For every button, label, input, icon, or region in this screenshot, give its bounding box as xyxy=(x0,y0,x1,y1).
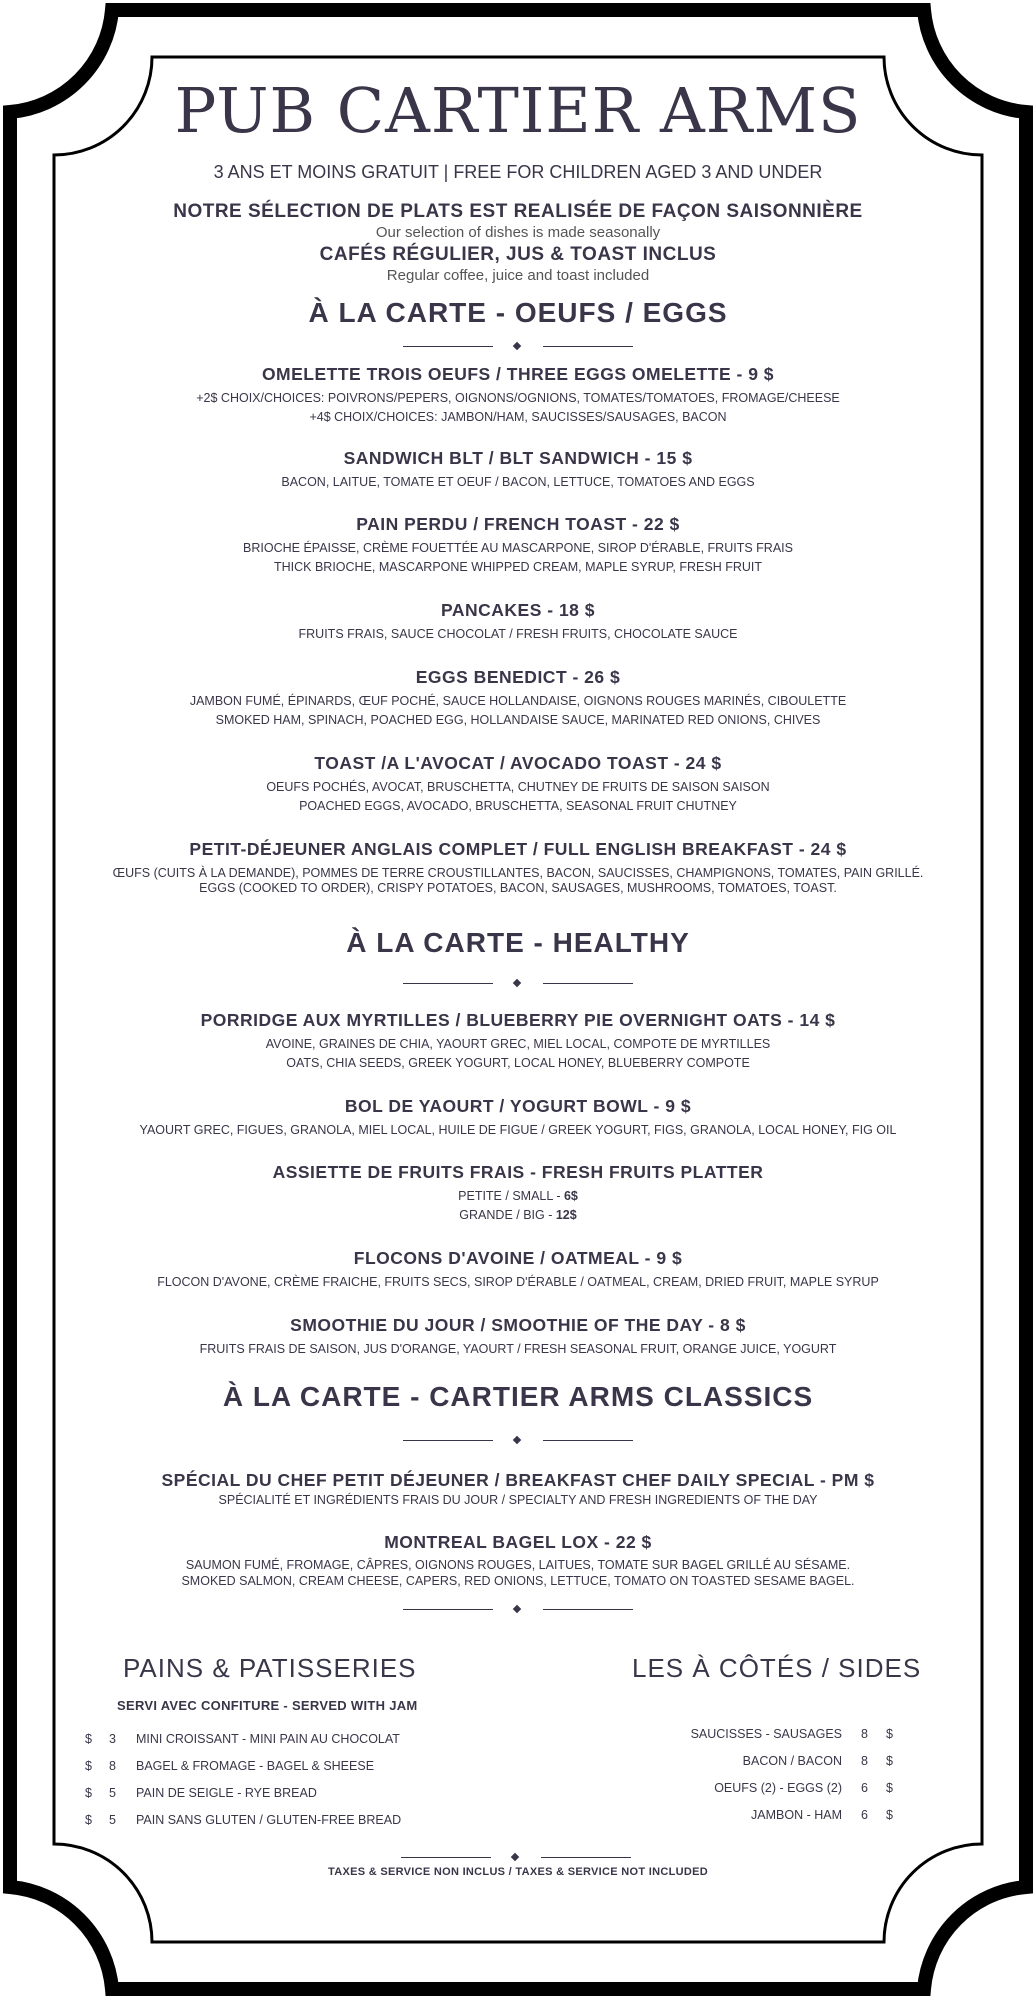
section-title-eggs: À LA CARTE - OEUFS / EGGS xyxy=(308,297,728,328)
item-name: SPÉCIAL DU CHEF PETIT DÉJEUNER / BREAKFAST CHEF DAILY SPECIAL - PM $ xyxy=(161,1470,875,1490)
divider-ornament xyxy=(403,342,633,352)
menu-item xyxy=(50,1248,986,1292)
menu-item xyxy=(50,1470,986,1510)
menu-item xyxy=(50,364,986,427)
menu-item xyxy=(50,667,986,730)
divider-ornament xyxy=(403,979,633,989)
price: 12$ xyxy=(555,1208,577,1222)
item-name: PETIT-DÉJEUNER ANGLAIS COMPLET / FULL ENGLISH BREAKFAST - 24 $ xyxy=(189,839,847,859)
menu-item xyxy=(50,1096,986,1140)
item-description: PETITE / SMALL - 6$ xyxy=(458,1189,578,1203)
item-name: PANCAKES - 18 $ xyxy=(440,600,596,620)
list-item: OEUFS (2) - EGGS (2) 6 $ xyxy=(714,1781,893,1795)
item-description: SMOKED HAM, SPINACH, POACHED EGG, HOLLANDAISE SAUCE, MARINATED RED ONIONS, CHIVES xyxy=(215,713,821,727)
menu-item xyxy=(50,753,986,816)
item-name: OMELETTE TROIS OEUFS / THREE EGGS OMELETTE - 9 $ xyxy=(261,364,775,384)
item-description: FRUITS FRAIS, SAUCE CHOCOLAT / FRESH FRUITS, CHOCOLATE SAUCE xyxy=(298,627,738,641)
list-item: $ 5 PAIN DE SEIGLE - RYE BREAD xyxy=(85,1786,317,1800)
item-description: SAUMON FUMÉ, FROMAGE, CÂPRES, OIGNONS ROUGES, LAITUES, TOMATE SUR BAGEL GRILLÉ AU SÉSAME. xyxy=(185,1558,851,1572)
divider-ornament xyxy=(403,1436,633,1446)
menu-item xyxy=(50,1010,986,1073)
free-children-note: 3 ANS ET MOINS GRATUIT | FREE FOR CHILDREN AGED 3 AND UNDER xyxy=(213,162,823,182)
pains-title: PAINS & PATISSERIES xyxy=(123,1653,417,1683)
item-description: EGGS (COOKED TO ORDER), CRISPY POTATOES, BACON, SAUSAGES, MUSHROOMS, TOMATOES, TOAST. xyxy=(199,881,837,895)
item-description: SMOKED SALMON, CREAM CHEESE, CAPERS, RED ONIONS, LETTUCE, TOMATO ON TOASTED SESAME BAGEL. xyxy=(181,1574,855,1588)
price: 6$ xyxy=(563,1189,578,1203)
section-title-healthy: À LA CARTE - HEALTHY xyxy=(346,927,690,958)
sides-title: LES À CÔTÉS / SIDES xyxy=(632,1653,922,1683)
item-description: ŒUFS (CUITS À LA DEMANDE), POMMES DE TERRE CROUSTILLANTES, BACON, SAUCISSES, CHAMPIGNONS, TOMATES, PAIN GRILLÉ. xyxy=(112,866,924,880)
item-description: +4$ CHOIX/CHOICES: JAMBON/HAM, SAUCISSES/SAUSAGES, BACON xyxy=(309,410,727,424)
item-description: JAMBON FUMÉ, ÉPINARDS, ŒUF POCHÉ, SAUCE HOLLANDAISE, OIGNONS ROUGES MARINÉS, CIBOULETTE xyxy=(189,694,847,708)
included-heading: CAFÉS RÉGULIER, JUS & TOAST INCLUS xyxy=(319,244,717,265)
pains-list xyxy=(85,1732,445,1840)
seasonal-heading: NOTRE SÉLECTION DE PLATS EST REALISÉE DE FAÇON SAISONNIÈRE xyxy=(173,201,863,222)
divider-ornament xyxy=(403,1605,633,1615)
list-item: $ 8 BAGEL & FROMAGE - BAGEL & SHEESE xyxy=(85,1759,375,1773)
item-description: GRANDE / BIG - 12$ xyxy=(459,1208,577,1222)
seasonal-subtext: Our selection of dishes is made seasonally xyxy=(375,224,661,241)
list-item: $ 3 MINI CROISSANT - MINI PAIN AU CHOCOLAT xyxy=(85,1732,400,1746)
item-description: AVOINE, GRAINES DE CHIA, YAOURT GREC, MIEL LOCAL, COMPOTE DE MYRTILLES xyxy=(265,1037,771,1051)
item-description: BACON, LAITUE, TOMATE ET OEUF / BACON, LETTUCE, TOMATOES AND EGGS xyxy=(281,475,755,489)
item-description: POACHED EGGS, AVOCADO, BRUSCHETTA, SEASONAL FRUIT CHUTNEY xyxy=(299,799,737,813)
item-description: +2$ CHOIX/CHOICES: POIVRONS/PEPERS, OIGNONS/OGNIONS, TOMATES/TOMATOES, FROMAGE/CHEESE xyxy=(196,391,840,405)
list-item: $ 5 PAIN SANS GLUTEN / GLUTEN-FREE BREAD xyxy=(85,1813,402,1827)
item-description: FLOCON D'AVONE, CRÈME FRAICHE, FRUITS SECS, SIROP D'ÉRABLE / OATMEAL, CREAM, DRIED FRUIT, MAPLE SYRUP xyxy=(157,1275,879,1289)
item-description: SPÉCIALITÉ ET INGRÉDIENTS FRAIS DU JOUR / SPECIALTY AND FRESH INGREDIENTS OF THE DAY xyxy=(218,1493,818,1507)
pains-note: SERVI AVEC CONFITURE - SERVED WITH JAM xyxy=(117,1698,418,1713)
menu-item xyxy=(50,1162,986,1225)
menu-item xyxy=(50,600,986,644)
item-name: SANDWICH BLT / BLT SANDWICH - 15 $ xyxy=(343,448,693,468)
item-name: SMOOTHIE DU JOUR / SMOOTHIE OF THE DAY - 8 $ xyxy=(290,1315,746,1335)
item-description: BRIOCHE ÉPAISSE, CRÈME FOUETTÉE AU MASCARPONE, SIROP D'ÉRABLE, FRUITS FRAIS xyxy=(243,541,793,555)
menu-item xyxy=(50,514,986,577)
item-description: OATS, CHIA SEEDS, GREEK YOGURT, LOCAL HONEY, BLUEBERRY COMPOTE xyxy=(286,1056,750,1070)
item-name: ASSIETTE DE FRUITS FRAIS - FRESH FRUITS PLATTER xyxy=(272,1162,764,1182)
item-name: PORRIDGE AUX MYRTILLES / BLUEBERRY PIE OVERNIGHT OATS - 14 $ xyxy=(200,1010,836,1030)
sides-list xyxy=(610,1727,930,1835)
page-title: PUB CARTIER ARMS xyxy=(174,74,862,147)
item-description: YAOURT GREC, FIGUES, GRANOLA, MIEL LOCAL, HUILE DE FIGUE / GREEK YOGURT, FIGS, GRANOLA, LOCAL HONEY, FIG OIL xyxy=(139,1123,897,1137)
item-description: THICK BRIOCHE, MASCARPONE WHIPPED CREAM, MAPLE SYRUP, FRESH FRUIT xyxy=(273,560,763,574)
menu-item xyxy=(50,1315,986,1359)
section-title-classics: À LA CARTE - CARTIER ARMS CLASSICS xyxy=(222,1381,814,1412)
item-description: FRUITS FRAIS DE SAISON, JUS D'ORANGE, YAOURT / FRESH SEASONAL FRUIT, ORANGE JUICE, YOGURT xyxy=(199,1342,837,1356)
list-item: SAUCISSES - SAUSAGES 8 $ xyxy=(690,1727,893,1741)
menu-page xyxy=(50,70,986,1930)
menu-item xyxy=(50,448,986,492)
menu-item xyxy=(50,1532,986,1589)
list-item: BACON / BACON 8 $ xyxy=(742,1754,893,1768)
item-name: EGGS BENEDICT - 26 $ xyxy=(415,667,621,687)
divider-ornament xyxy=(401,1853,631,1863)
taxes-note: TAXES & SERVICE NON INCLUS / TAXES & SERVICE NOT INCLUDED xyxy=(328,1866,708,1878)
menu-item xyxy=(50,839,986,898)
item-name: BOL DE YAOURT / YOGURT BOWL - 9 $ xyxy=(344,1096,692,1116)
item-name: TOAST /A L'AVOCAT / AVOCADO TOAST - 24 $ xyxy=(314,753,722,773)
item-name: PAIN PERDU / FRENCH TOAST - 22 $ xyxy=(356,514,680,534)
item-name: FLOCONS D'AVOINE / OATMEAL - 9 $ xyxy=(353,1248,683,1268)
list-item: JAMBON - HAM 6 $ xyxy=(751,1808,893,1822)
item-name: MONTREAL BAGEL LOX - 22 $ xyxy=(384,1532,652,1552)
included-subtext: Regular coffee, juice and toast included xyxy=(386,267,650,284)
item-description: OEUFS POCHÉS, AVOCAT, BRUSCHETTA, CHUTNEY DE FRUITS DE SAISON SAISON xyxy=(266,780,770,794)
